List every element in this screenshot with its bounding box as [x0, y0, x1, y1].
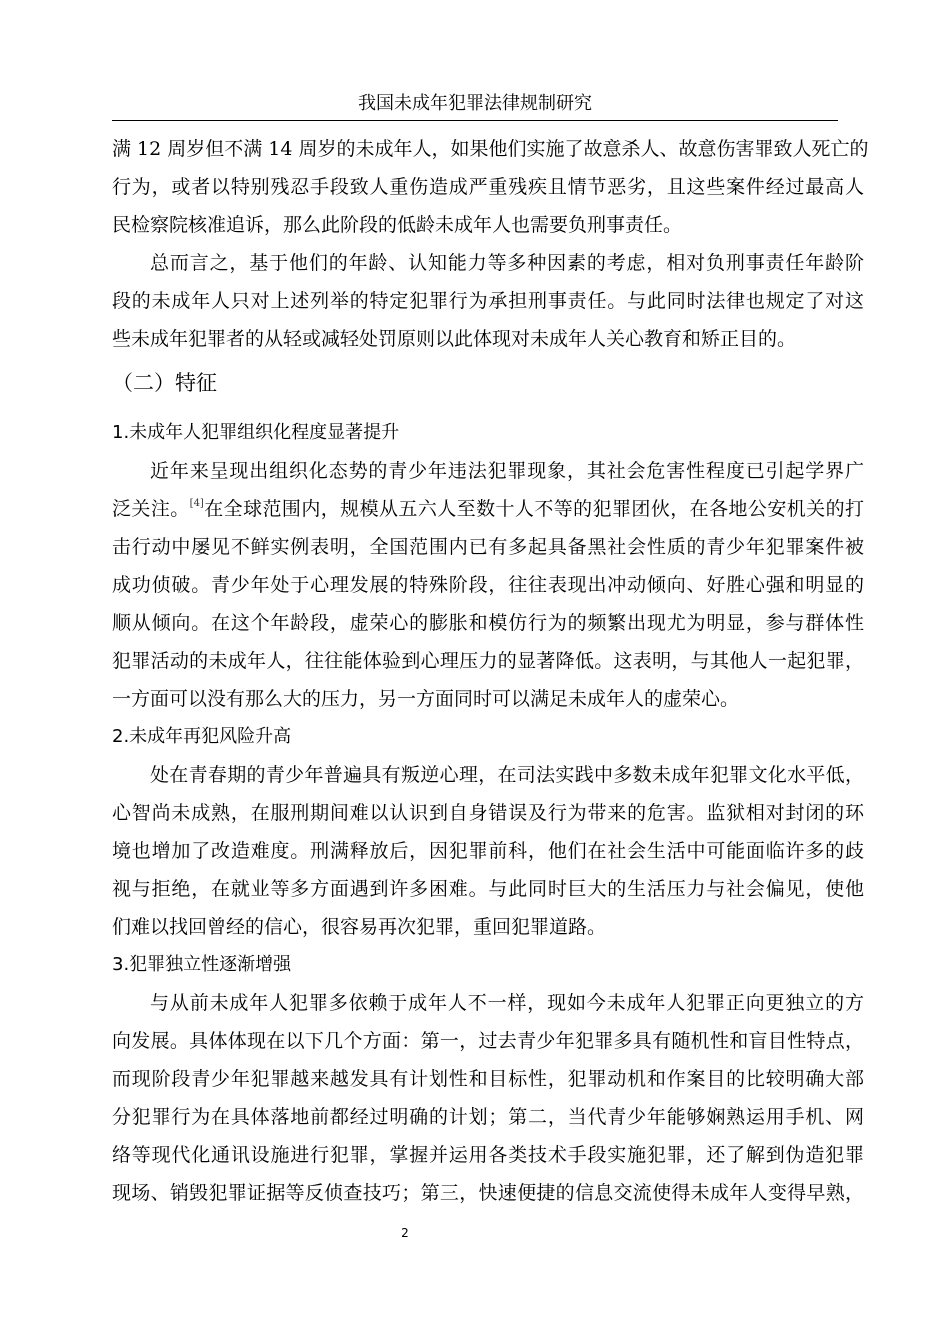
text-line: 段的未成年人只对上述列举的特定犯罪行为承担刑事责任。与此同时法律也规定了对这	[112, 290, 864, 312]
page-number: 2	[401, 1226, 409, 1240]
text-line: 犯罪活动的未成年人，往往能体验到心理压力的显著降低。这表明，与其他人一起犯罪，	[112, 650, 864, 672]
text-segment: 在全球范围内，规模从五六人至数十人不等的犯罪团伙，在各地公安机关的打	[203, 498, 864, 520]
text-line: 一方面可以没有那么大的压力，另一方面同时可以满足未成年人的虚荣心。	[112, 688, 740, 710]
text-line: 现场、销毁犯罪证据等反侦查技巧；第三，快速便捷的信息交流使得未成年人变得早熟，	[112, 1182, 864, 1204]
citation-marker: [4]	[189, 498, 204, 509]
text-line: 络等现代化通讯设施进行犯罪，掌握并运用各类技术手段实施犯罪，还了解到伪造犯罪	[112, 1144, 864, 1166]
text-line: 与从前未成年人犯罪多依赖于成年人不一样，现如今未成年人犯罪正向更独立的方	[150, 992, 864, 1014]
text-line: 成功侦破。青少年处于心理发展的特殊阶段，往往表现出冲动倾向、好胜心强和明显的	[112, 574, 864, 596]
text-line: 心智尚未成熟，在服刑期间难以认识到自身错误及行为带来的危害。监狱相对封闭的环	[112, 802, 864, 824]
paragraph	[112, 244, 864, 358]
subsection-heading: 2.未成年再犯风险升高	[112, 726, 292, 747]
text-line	[112, 490, 864, 528]
text-line: 击行动中屡见不鲜实例表明，全国范围内已有多起具备黑社会性质的青少年犯罪案件被	[112, 536, 864, 558]
text-line: 近年来呈现出组织化态势的青少年违法犯罪现象，其社会危害性程度已引起学界广	[150, 460, 864, 482]
page-body	[112, 130, 869, 1212]
text-line: 们难以找回曾经的信心，很容易再次犯罪，重回犯罪道路。	[112, 916, 607, 938]
text-line: 满 12 周岁但不满 14 周岁的未成年人，如果他们实施了故意杀人、故意伤害罪致人死亡的	[112, 138, 869, 160]
text-segment: 泛关注。	[112, 498, 190, 520]
text-line: 向发展。具体体现在以下几个方面：第一，过去青少年犯罪多具有随机性和盲目性特点，	[112, 1030, 864, 1052]
text-line: 民检察院核准追诉，那么此阶段的低龄未成年人也需要负刑事责任。	[112, 214, 683, 236]
text-line: 分犯罪行为在具体落地前都经过明确的计划；第二，当代青少年能够娴熟运用手机、网	[112, 1106, 864, 1128]
text-line: 总而言之，基于他们的年龄、认知能力等多种因素的考虑，相对负刑事责任年龄阶	[150, 252, 864, 274]
text-line: 行为，或者以特别残忍手段致人重伤造成严重残疾且情节恶劣，且这些案件经过最高人	[112, 176, 864, 198]
text-line: 境也增加了改造难度。刑满释放后，因犯罪前科，他们在社会生活中可能面临许多的歧	[112, 840, 864, 862]
subsection-heading: 1.未成年人犯罪组织化程度显著提升	[112, 422, 400, 443]
paragraph	[112, 452, 864, 718]
text-line: 顺从倾向。在这个年龄段，虚荣心的膨胀和模仿行为的频繁出现尤为明显，参与群体性	[112, 612, 864, 634]
paragraph	[112, 756, 864, 946]
text-line: 处在青春期的青少年普遍具有叛逆心理，在司法实践中多数未成年犯罪文化水平低，	[150, 764, 864, 786]
paragraph	[112, 130, 869, 244]
section-heading: （二）特征	[112, 371, 217, 395]
subsection-heading: 3.犯罪独立性逐渐增强	[112, 954, 292, 975]
paragraph	[112, 984, 864, 1212]
text-line: 而现阶段青少年犯罪越来越发具有计划性和目标性，犯罪动机和作案目的比较明确大部	[112, 1068, 864, 1090]
text-line: 些未成年犯罪者的从轻或减轻处罚原则以此体现对未成年人关心教育和矫正目的。	[112, 328, 797, 350]
running-header: 我国未成年犯罪法律规制研究	[112, 92, 838, 121]
text-line: 视与拒绝，在就业等多方面遇到许多困难。与此同时巨大的生活压力与社会偏见，使他	[112, 878, 864, 900]
